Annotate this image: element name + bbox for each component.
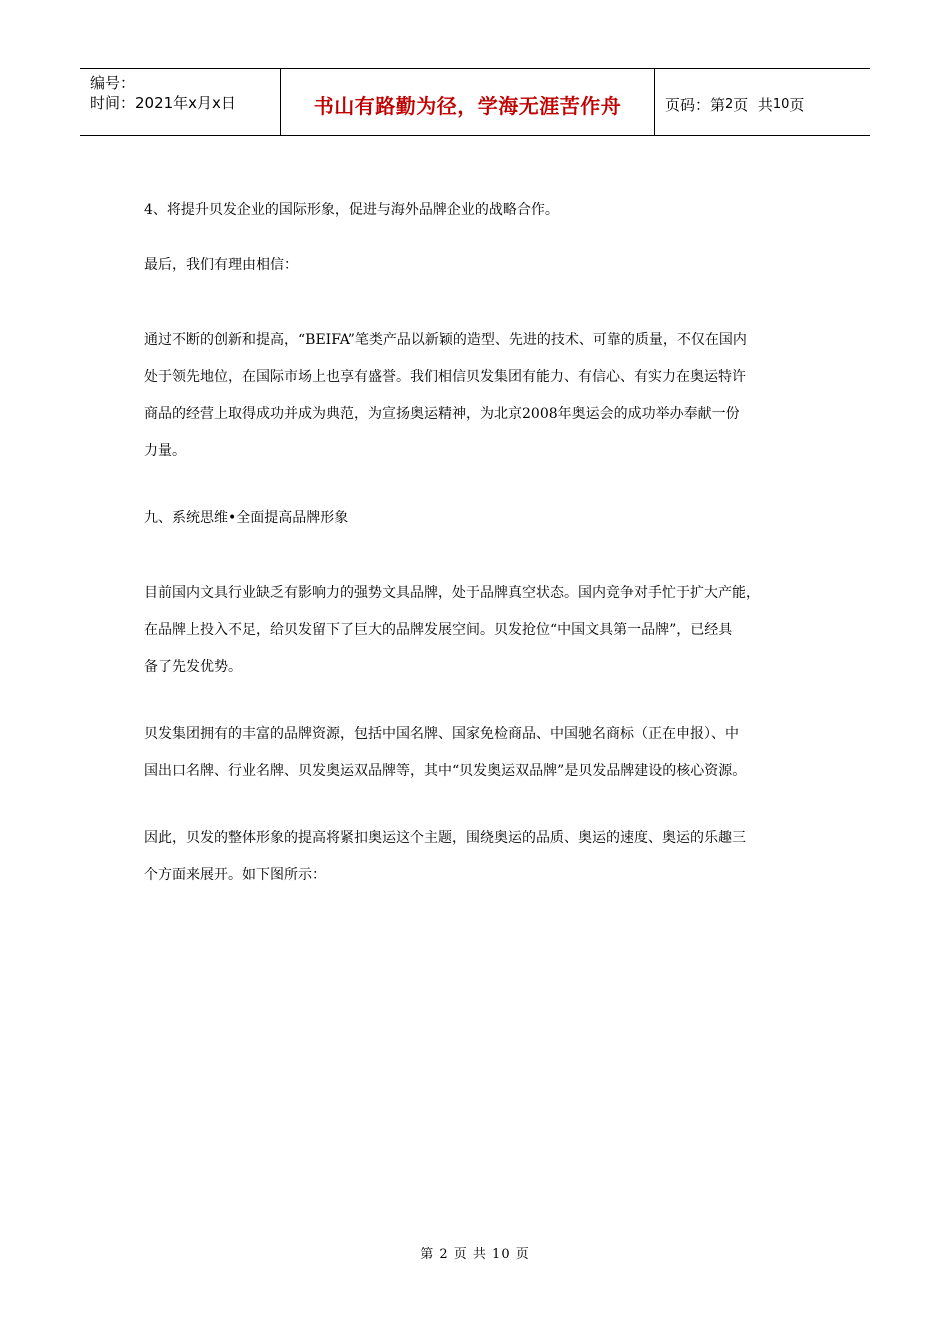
- page-footer: [0, 1243, 950, 1262]
- page-suffix: 页: [789, 95, 805, 114]
- header-motto: 书山有路勤为径，学海无涯苦作舟: [313, 93, 622, 118]
- paragraph-5: [144, 716, 810, 790]
- page-prefix: 页码：第: [665, 95, 726, 114]
- footer-page-number: 第 2 页 共 10 页: [420, 1247, 530, 1262]
- paragraph-2: 最后，我们有理由相信：: [144, 257, 298, 273]
- header-page-cell: [655, 69, 870, 135]
- paragraph-4-line: 在品牌上投入不足，给贝发留下了巨大的品牌发展空间。贝发抢位“中国文具第一品牌”，已经具: [144, 622, 733, 638]
- paragraph-3-line: 力量。: [144, 443, 186, 459]
- serial-label: 编号：: [90, 74, 136, 92]
- paragraph-6-line: 因此，贝发的整体形象的提高将紧扣奥运这个主题，围绕奥运的品质、奥运的速度、奥运的乐趣三: [144, 830, 746, 846]
- paragraph-4: [144, 575, 810, 686]
- header-motto-cell: [281, 69, 655, 135]
- header-meta-cell: [80, 69, 281, 135]
- date-label: 时间：2021年x月x日: [90, 94, 236, 112]
- paragraph-3: [144, 322, 810, 470]
- paragraph-4-line: 目前国内文具行业缺乏有影响力的强势文具品牌，处于品牌真空状态。国内竞争对手忙于扩大产能，: [144, 585, 760, 601]
- section-heading-9: 九、系统思维•全面提高品牌形象: [144, 510, 349, 526]
- page-header: [80, 68, 870, 136]
- page-mid: 页 共: [733, 95, 773, 114]
- page-current: 2: [725, 96, 734, 112]
- page-total: 10: [772, 96, 790, 112]
- paragraph-5-line: 国出口名牌、行业名牌、贝发奥运双品牌等，其中“贝发奥运双品牌”是贝发品牌建设的核心资源。: [144, 763, 747, 779]
- paragraph-1: 4、将提升贝发企业的国际形象，促进与海外品牌企业的战略合作。: [144, 202, 559, 218]
- paragraph-4-line: 备了先发优势。: [144, 659, 242, 675]
- paragraph-3-line: 通过不断的创新和提高，“BEIFA”笔类产品以新颖的造型、先进的技术、可靠的质量，不仅在国内: [144, 332, 747, 348]
- paragraph-3-line: 处于领先地位，在国际市场上也享有盛誉。我们相信贝发集团有能力、有信心、有实力在奥运特许: [144, 369, 746, 385]
- paragraph-6-line: 个方面来展开。如下图所示：: [144, 867, 326, 883]
- paragraph-5-line: 贝发集团拥有的丰富的品牌资源，包括中国名牌、国家免检商品、中国驰名商标（正在申报）、中: [144, 726, 739, 742]
- paragraph-3-line: 商品的经营上取得成功并成为典范，为宣扬奥运精神，为北京2008年奥运会的成功举办奉献一份: [144, 406, 740, 422]
- document-body: [144, 192, 810, 894]
- paragraph-6: [144, 820, 810, 894]
